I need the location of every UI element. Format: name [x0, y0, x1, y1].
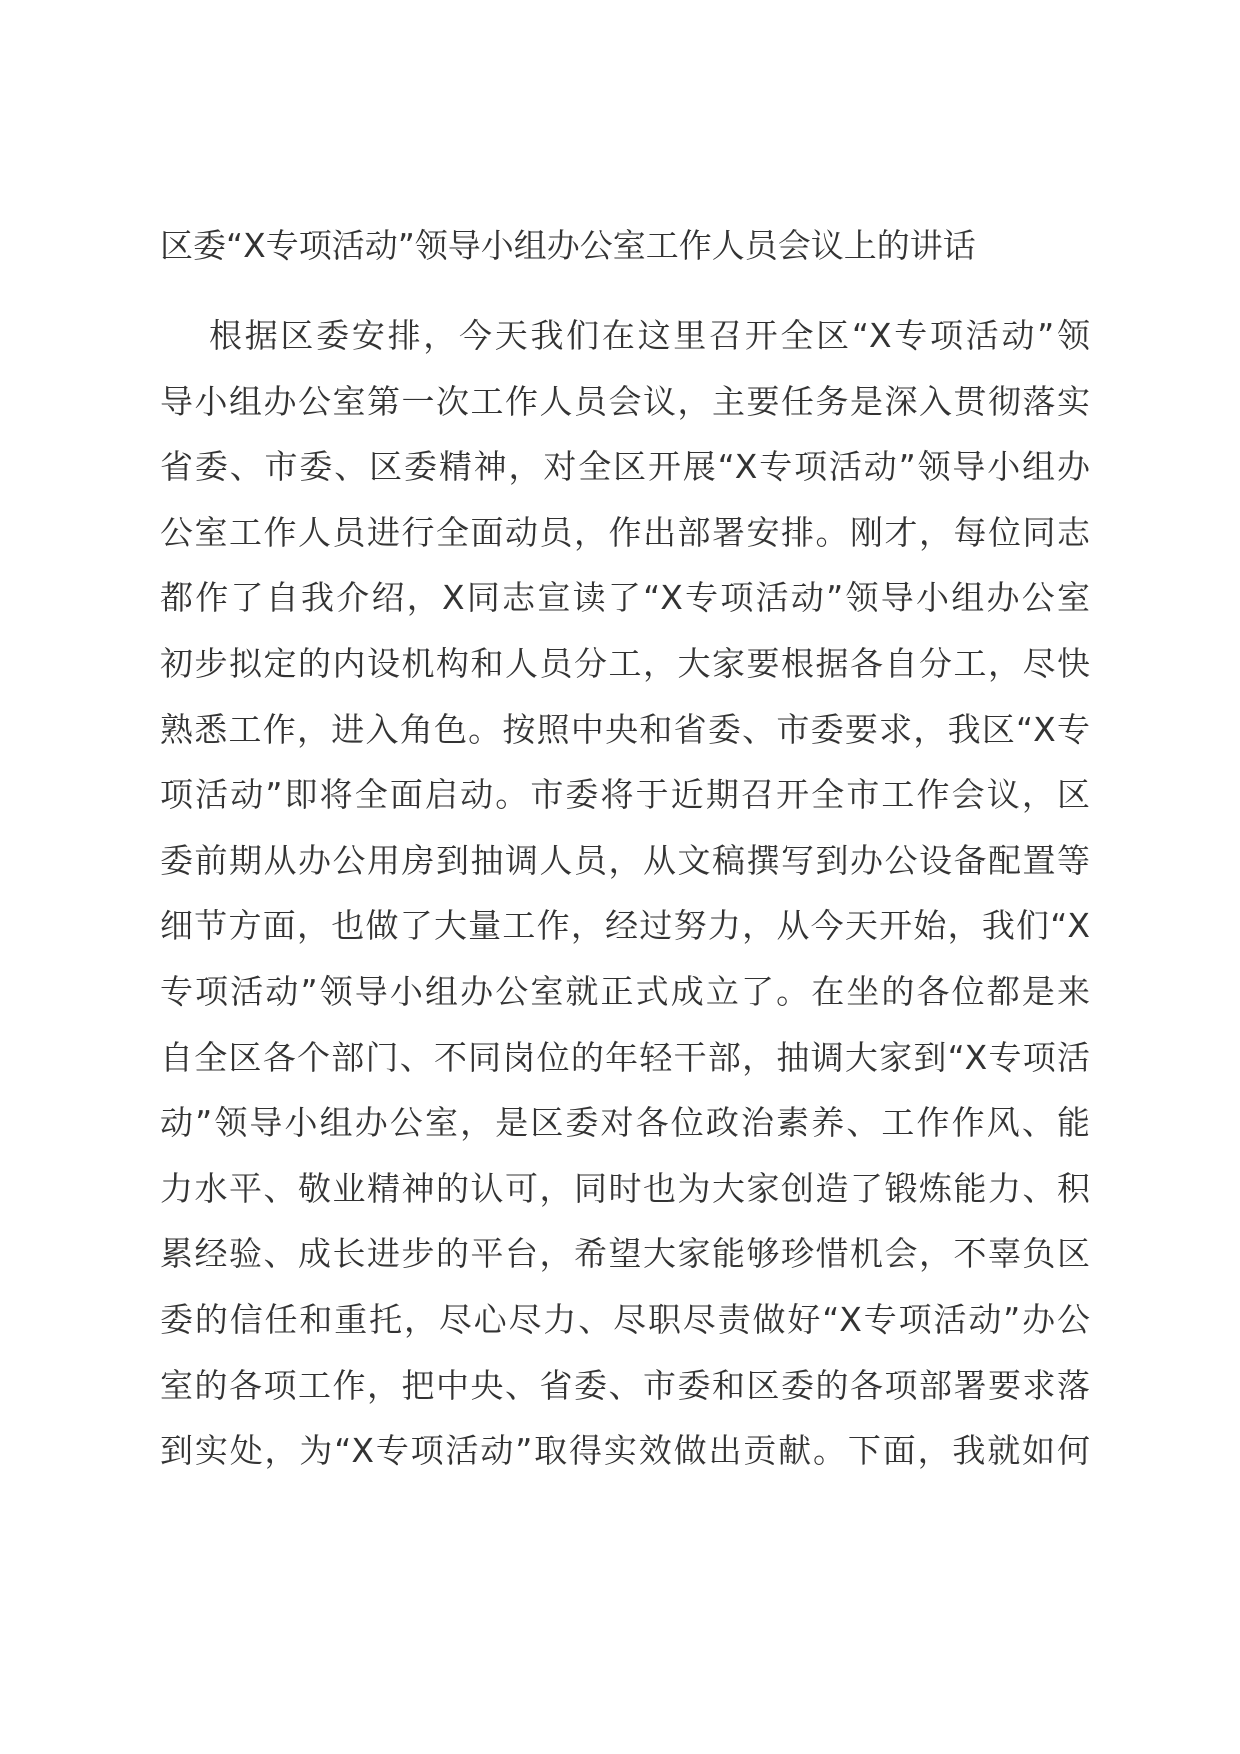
- paragraph-line: 自全区各个部门、不同岗位的年轻干部，抽调大家到“X专项活: [160, 1037, 1090, 1077]
- paragraph-line: 导小组办公室第一次工作人员会议，主要任务是深入贯彻落实: [160, 381, 1090, 421]
- paragraph-line: 力水平、敬业精神的认可，同时也为大家创造了锻炼能力、积: [160, 1168, 1090, 1208]
- paragraph-line: 室的各项工作，把中央、省委、市委和区委的各项部署要求落: [160, 1365, 1090, 1405]
- body-paragraph: [160, 312, 1090, 1493]
- paragraph-line: 累经验、成长进步的平台，希望大家能够珍惜机会，不辜负区: [160, 1234, 1090, 1274]
- paragraph-line: 都作了自我介绍，X同志宣读了“X专项活动”领导小组办公室: [160, 578, 1090, 618]
- paragraph-line: 根据区委安排，今天我们在这里召开全区“X专项活动”领: [209, 316, 1090, 355]
- paragraph-line: 细节方面，也做了大量工作，经过努力，从今天开始，我们“X: [160, 906, 1090, 946]
- paragraph-line: 专项活动”领导小组办公室就正式成立了。在坐的各位都是来: [160, 971, 1090, 1011]
- paragraph-line: 委前期从办公用房到抽调人员，从文稿撰写到办公设备配置等: [160, 840, 1090, 880]
- paragraph-line: 到实处，为“X专项活动”取得实效做出贡献。下面，我就如何: [160, 1431, 1090, 1471]
- paragraph-line: 委的信任和重托，尽心尽力、尽职尽责做好“X专项活动”办公: [160, 1299, 1090, 1339]
- paragraph-line: 省委、市委、区委精神，对全区开展“X专项活动”领导小组办: [160, 447, 1090, 487]
- document-title: 区委“X专项活动”领导小组办公室工作人员会议上的讲话: [160, 226, 976, 265]
- paragraph-line: 项活动”即将全面启动。市委将于近期召开全市工作会议，区: [160, 775, 1090, 815]
- paragraph-line: 公室工作人员进行全面动员，作出部署安排。刚才，每位同志: [160, 512, 1090, 552]
- paragraph-line: 熟悉工作，进入角色。按照中央和省委、市委要求，我区“X专: [160, 709, 1090, 749]
- paragraph-line: 初步拟定的内设机构和人员分工，大家要根据各自分工，尽快: [160, 643, 1090, 683]
- paragraph-line: 动”领导小组办公室，是区委对各位政治素养、工作作风、能: [160, 1103, 1090, 1143]
